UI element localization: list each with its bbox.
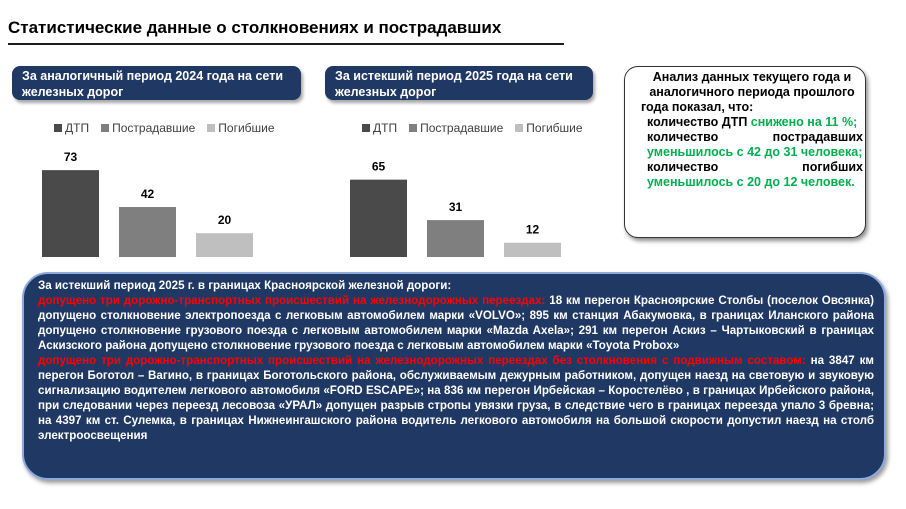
- analysis-killed: количество погибших уменьшилось с 20 до 12 человек.: [647, 160, 863, 189]
- info-text-1: 18 км перегон Красноярские Столбы (поселок Овсянка) допущено столкновение электропоезда с легковым автомобилем марки «VOLVO»; 895 км станция Абакумовка, в границах Иланского района допущено столкновение грузового поезда с легковым автомобилем марки «Mazda Axela»; 291 км перегон Аскиз – Чартыковский в границах Аскизского района допущено столкновение грузового поезда с легковым автомобилем марки «Toyota Probox»: [38, 294, 874, 352]
- bar-value-label-injured: 31: [448, 200, 463, 215]
- incidents-info-box: [22, 272, 886, 480]
- bar-killed: [196, 233, 253, 257]
- legend-item-killed: Погибшие: [515, 121, 582, 135]
- legend-item-injured: Пострадавшие: [101, 121, 195, 135]
- bar-value-label-injured: 42: [140, 187, 155, 202]
- legend-2024: [54, 121, 275, 135]
- info-text-2: на 3847 км перегон Боготол – Вагино, в границах Боготольского района, обслуживаемым дежурным работником, допущен наезд на световую и звуковую сигнализацию водителем легкового автомобиля «FORD ESCAPE»; на 836 км перегон Ирбейская – Коростелёво , в границах Ирбейского района, при следовании через переезд лесовоза «УРАЛ» допущен разрыв стропы увязки груза, в следствие чего в границах переезда упало 3 бревна; на 4397 км ст. Сулемка, в границах Нижнеингашского района водитель легкового автомобиля на большой скорости допустил наезд на столб электроосвещения: [38, 354, 874, 442]
- legend-item-dtp: ДТП: [54, 121, 89, 135]
- analysis-box: [624, 66, 866, 238]
- bar-value-label-killed: 20: [217, 213, 232, 228]
- info-red-2: допущено три дорожно-транспортных происшествий на железнодорожных переездах без столкновения с подвижным составом:: [38, 354, 806, 367]
- title-underline: [8, 43, 564, 45]
- info-red-1: допущено три дорожно-транспортных происшествий на железнодорожных переездах:: [38, 294, 546, 307]
- bar-killed: [504, 243, 561, 257]
- info-heading: За истекший период 2025 г. в границах Красноярской железной дороги:: [38, 279, 452, 292]
- legend-item-dtp: ДТП: [362, 121, 397, 135]
- bar-injured: [119, 207, 176, 257]
- analysis-intro: Анализ данных текущего года и аналогичного периода прошлого года показал, что:: [641, 70, 855, 114]
- panel-header-2024: За аналогичный период 2024 года на сети железных дорог: [12, 66, 301, 100]
- bar-value-label-dtp: 65: [371, 159, 386, 174]
- bar-chart-2025: [338, 145, 578, 260]
- panel-header-2025: За истекший период 2025 года на сети железных дорог: [325, 66, 593, 100]
- bar-chart-2024: [30, 145, 270, 260]
- bar-injured: [427, 220, 484, 257]
- bar-dtp: [42, 170, 99, 257]
- legend-2025: [362, 121, 583, 135]
- bar-dtp: [350, 180, 407, 257]
- legend-item-killed: Погибшие: [207, 121, 274, 135]
- page-title: Статистические данные о столкновениях и пострадавших: [8, 18, 502, 37]
- analysis-injured: количество пострадавших уменьшилось с 42 до 31 человека;: [647, 130, 863, 159]
- bar-value-label-killed: 12: [525, 222, 540, 237]
- legend-item-injured: Пострадавшие: [409, 121, 503, 135]
- analysis-dtp: количество ДТП снижено на 11 %;: [647, 115, 858, 129]
- bar-value-label-dtp: 73: [63, 150, 78, 165]
